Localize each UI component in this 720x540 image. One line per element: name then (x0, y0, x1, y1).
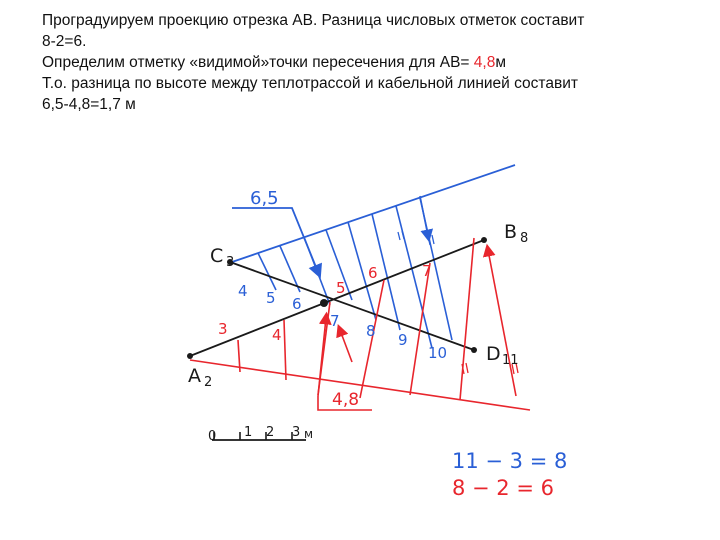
visible-point-mark-value: 4,8 (473, 54, 496, 71)
label-d: D (486, 343, 501, 365)
label-b: B (504, 221, 518, 243)
text-line-4: Т.о. разница по высоте между теплотрассой и кабельной линией составит (42, 75, 578, 92)
red-arrow-right (488, 250, 516, 396)
scale-tick-0: 0 (208, 429, 217, 444)
label-d-sub: 11 (502, 353, 519, 368)
red-mark-7: 7 (422, 262, 432, 280)
label-c-sub: 3 (226, 255, 235, 270)
text-line-3-unit: м (495, 54, 506, 71)
red-mark-5: 5 (336, 279, 346, 297)
red-contour-lines (238, 238, 474, 400)
red-arrow-mid (340, 330, 352, 362)
label-a-sub: 2 (204, 375, 213, 390)
scale-tick-3: 3 (292, 425, 301, 440)
text-line-5: 6,5-4,8=1,7 м (42, 96, 136, 113)
blue-mark-7: 7 (330, 312, 340, 330)
blue-arrow-right (420, 196, 428, 236)
point-d (471, 347, 477, 353)
scale-tick-1: 1 (244, 425, 253, 440)
scale-unit: м (304, 427, 314, 441)
text-line-2: 8-2=6. (42, 33, 87, 50)
red-value-4-8: 4,8 (332, 390, 360, 410)
scale-bar-ticks (214, 432, 292, 440)
blue-mark-6: 6 (292, 295, 302, 313)
blue-mark-5: 5 (266, 289, 276, 307)
equation-red: 8 − 2 = 6 (452, 476, 554, 500)
point-b (481, 237, 487, 243)
red-arrow-4-8-up (318, 318, 326, 396)
blue-mark-10: 10 (428, 344, 448, 362)
label-c: C (210, 245, 224, 267)
red-mark-6: 6 (368, 264, 378, 282)
red-plane-bottom-line (190, 360, 530, 410)
label-b-sub: 8 (520, 231, 529, 246)
blue-mark-4: 4 (238, 282, 248, 300)
blue-mark-9: 9 (398, 331, 408, 349)
intersection-point (320, 299, 328, 307)
text-line-3-start: Определим отметку «видимой»точки пересечения для АВ= (42, 54, 474, 71)
blue-value-6-5: 6,5 (250, 188, 279, 209)
text-line-1: Проградуируем проекцию отрезка АВ. Разница числовых отметок составит (42, 12, 585, 29)
scale-tick-2: 2 (266, 425, 275, 440)
red-mark-3: 3 (218, 320, 228, 338)
red-mark-4: 4 (272, 326, 282, 344)
label-a: A (188, 365, 201, 387)
equation-blue: 11 − 3 = 8 (452, 449, 568, 473)
blue-arrow-6-5 (232, 208, 318, 272)
blue-mark-8: 8 (366, 322, 376, 340)
point-a (187, 353, 193, 359)
